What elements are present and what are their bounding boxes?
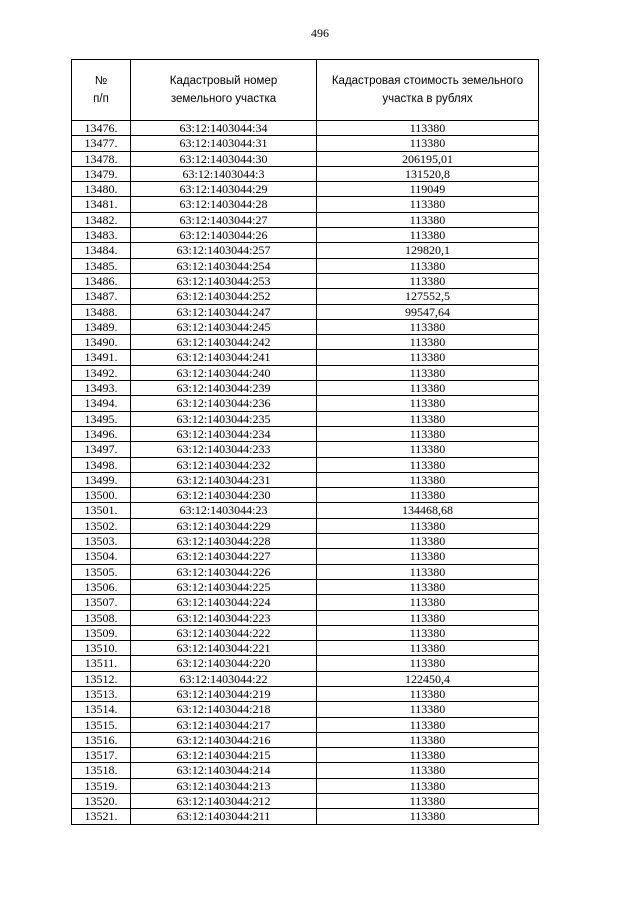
cadastral-value: 113380 bbox=[317, 809, 539, 824]
cadastral-value: 113380 bbox=[317, 579, 539, 594]
cadastral-value: 113380 bbox=[317, 518, 539, 533]
table-row bbox=[72, 503, 539, 518]
row-number: 13504. bbox=[72, 549, 131, 564]
table-row bbox=[72, 197, 539, 212]
row-number: 13478. bbox=[72, 151, 131, 166]
table-row bbox=[72, 534, 539, 549]
cadastral-value: 113380 bbox=[317, 778, 539, 793]
cadastral-value: 113380 bbox=[317, 197, 539, 212]
cadastral-value: 113380 bbox=[317, 717, 539, 732]
cadastral-number: 63:12:1403044:30 bbox=[131, 151, 317, 166]
cadastral-number: 63:12:1403044:232 bbox=[131, 457, 317, 472]
table-row bbox=[72, 411, 539, 426]
cadastral-number: 63:12:1403044:22 bbox=[131, 671, 317, 686]
table-row bbox=[72, 365, 539, 380]
cadastral-number: 63:12:1403044:229 bbox=[131, 518, 317, 533]
cadastral-number: 63:12:1403044:222 bbox=[131, 625, 317, 640]
row-number: 13511. bbox=[72, 656, 131, 671]
table-body bbox=[72, 121, 539, 825]
cadastral-value: 113380 bbox=[317, 457, 539, 472]
cadastral-value: 113380 bbox=[317, 396, 539, 411]
cadastral-value: 113380 bbox=[317, 319, 539, 334]
cadastral-number: 63:12:1403044:235 bbox=[131, 411, 317, 426]
row-number: 13499. bbox=[72, 472, 131, 487]
table-header-row bbox=[72, 60, 539, 121]
table-row bbox=[72, 182, 539, 197]
row-number: 13484. bbox=[72, 243, 131, 258]
table-row bbox=[72, 686, 539, 701]
cadastral-value: 113380 bbox=[317, 212, 539, 227]
table-row bbox=[72, 488, 539, 503]
table-row bbox=[72, 610, 539, 625]
row-number: 13498. bbox=[72, 457, 131, 472]
row-number: 13512. bbox=[72, 671, 131, 686]
header-cadastral-value: Кадастровая стоимость земельного участка в рублях bbox=[317, 60, 539, 121]
cadastral-value: 113380 bbox=[317, 273, 539, 288]
cadastral-value: 113380 bbox=[317, 748, 539, 763]
row-number: 13487. bbox=[72, 289, 131, 304]
cadastral-number: 63:12:1403044:219 bbox=[131, 686, 317, 701]
cadastral-value: 113380 bbox=[317, 426, 539, 441]
table-row bbox=[72, 381, 539, 396]
table-row bbox=[72, 289, 539, 304]
cadastral-value: 122450,4 bbox=[317, 671, 539, 686]
cadastral-value: 113380 bbox=[317, 472, 539, 487]
cadastral-number: 63:12:1403044:226 bbox=[131, 564, 317, 579]
table-row bbox=[72, 809, 539, 824]
cadastral-number: 63:12:1403044:28 bbox=[131, 197, 317, 212]
cadastral-value: 113380 bbox=[317, 534, 539, 549]
cadastral-value: 113380 bbox=[317, 732, 539, 747]
table-row bbox=[72, 564, 539, 579]
row-number: 13517. bbox=[72, 748, 131, 763]
row-number: 13502. bbox=[72, 518, 131, 533]
row-number: 13481. bbox=[72, 197, 131, 212]
table-row bbox=[72, 304, 539, 319]
table-row bbox=[72, 258, 539, 273]
table-row bbox=[72, 748, 539, 763]
table-row bbox=[72, 273, 539, 288]
cadastral-number: 63:12:1403044:223 bbox=[131, 610, 317, 625]
row-number: 13518. bbox=[72, 763, 131, 778]
table-row bbox=[72, 335, 539, 350]
row-number: 13493. bbox=[72, 381, 131, 396]
cadastral-number: 63:12:1403044:240 bbox=[131, 365, 317, 380]
table-row bbox=[72, 151, 539, 166]
table-row bbox=[72, 656, 539, 671]
row-number: 13480. bbox=[72, 182, 131, 197]
cadastral-number: 63:12:1403044:231 bbox=[131, 472, 317, 487]
table-row bbox=[72, 121, 539, 136]
cadastral-number: 63:12:1403044:214 bbox=[131, 763, 317, 778]
row-number: 13515. bbox=[72, 717, 131, 732]
row-number: 13488. bbox=[72, 304, 131, 319]
table-row bbox=[72, 732, 539, 747]
row-number: 13491. bbox=[72, 350, 131, 365]
table-row bbox=[72, 717, 539, 732]
table-row bbox=[72, 228, 539, 243]
cadastral-number: 63:12:1403044:247 bbox=[131, 304, 317, 319]
cadastral-value: 113380 bbox=[317, 625, 539, 640]
cadastral-number: 63:12:1403044:253 bbox=[131, 273, 317, 288]
table-row bbox=[72, 595, 539, 610]
row-number: 13495. bbox=[72, 411, 131, 426]
row-number: 13479. bbox=[72, 166, 131, 181]
table-row bbox=[72, 319, 539, 334]
table-row bbox=[72, 778, 539, 793]
table-row bbox=[72, 702, 539, 717]
cadastral-value: 113380 bbox=[317, 595, 539, 610]
cadastral-number: 63:12:1403044:23 bbox=[131, 503, 317, 518]
header-number: № п/п bbox=[72, 60, 131, 121]
cadastral-value: 206195,01 bbox=[317, 151, 539, 166]
cadastral-value: 113380 bbox=[317, 411, 539, 426]
cadastral-value: 131520,8 bbox=[317, 166, 539, 181]
cadastral-number: 63:12:1403044:27 bbox=[131, 212, 317, 227]
row-number: 13514. bbox=[72, 702, 131, 717]
table-row bbox=[72, 671, 539, 686]
row-number: 13509. bbox=[72, 625, 131, 640]
row-number: 13490. bbox=[72, 335, 131, 350]
cadastral-number: 63:12:1403044:224 bbox=[131, 595, 317, 610]
cadastral-value: 113380 bbox=[317, 258, 539, 273]
cadastral-table bbox=[71, 59, 539, 825]
table-row bbox=[72, 472, 539, 487]
cadastral-value: 113380 bbox=[317, 656, 539, 671]
table-row bbox=[72, 518, 539, 533]
cadastral-number: 63:12:1403044:34 bbox=[131, 121, 317, 136]
table-row bbox=[72, 426, 539, 441]
cadastral-number: 63:12:1403044:234 bbox=[131, 426, 317, 441]
cadastral-number: 63:12:1403044:245 bbox=[131, 319, 317, 334]
cadastral-number: 63:12:1403044:254 bbox=[131, 258, 317, 273]
cadastral-number: 63:12:1403044:241 bbox=[131, 350, 317, 365]
table-row bbox=[72, 579, 539, 594]
cadastral-value: 113380 bbox=[317, 549, 539, 564]
row-number: 13521. bbox=[72, 809, 131, 824]
row-number: 13508. bbox=[72, 610, 131, 625]
table-row bbox=[72, 136, 539, 151]
row-number: 13520. bbox=[72, 794, 131, 809]
cadastral-number: 63:12:1403044:230 bbox=[131, 488, 317, 503]
cadastral-value: 113380 bbox=[317, 442, 539, 457]
row-number: 13482. bbox=[72, 212, 131, 227]
table-row bbox=[72, 549, 539, 564]
cadastral-value: 119049 bbox=[317, 182, 539, 197]
row-number: 13476. bbox=[72, 121, 131, 136]
cadastral-number: 63:12:1403044:227 bbox=[131, 549, 317, 564]
table-row bbox=[72, 212, 539, 227]
table-row bbox=[72, 763, 539, 778]
table-row bbox=[72, 625, 539, 640]
row-number: 13501. bbox=[72, 503, 131, 518]
cadastral-value: 113380 bbox=[317, 763, 539, 778]
cadastral-value: 113380 bbox=[317, 350, 539, 365]
cadastral-number: 63:12:1403044:215 bbox=[131, 748, 317, 763]
table-row bbox=[72, 396, 539, 411]
table-row bbox=[72, 794, 539, 809]
cadastral-number: 63:12:1403044:211 bbox=[131, 809, 317, 824]
table-row bbox=[72, 442, 539, 457]
cadastral-value: 113380 bbox=[317, 610, 539, 625]
cadastral-number: 63:12:1403044:217 bbox=[131, 717, 317, 732]
table-row bbox=[72, 350, 539, 365]
cadastral-number: 63:12:1403044:228 bbox=[131, 534, 317, 549]
cadastral-value: 113380 bbox=[317, 335, 539, 350]
table-row bbox=[72, 457, 539, 472]
cadastral-number: 63:12:1403044:212 bbox=[131, 794, 317, 809]
cadastral-number: 63:12:1403044:3 bbox=[131, 166, 317, 181]
cadastral-number: 63:12:1403044:216 bbox=[131, 732, 317, 747]
cadastral-value: 113380 bbox=[317, 702, 539, 717]
row-number: 13516. bbox=[72, 732, 131, 747]
cadastral-value: 129820,1 bbox=[317, 243, 539, 258]
cadastral-number: 63:12:1403044:218 bbox=[131, 702, 317, 717]
row-number: 13496. bbox=[72, 426, 131, 441]
row-number: 13506. bbox=[72, 579, 131, 594]
cadastral-value: 113380 bbox=[317, 381, 539, 396]
row-number: 13489. bbox=[72, 319, 131, 334]
cadastral-number: 63:12:1403044:29 bbox=[131, 182, 317, 197]
cadastral-value: 127552,5 bbox=[317, 289, 539, 304]
cadastral-number: 63:12:1403044:239 bbox=[131, 381, 317, 396]
row-number: 13492. bbox=[72, 365, 131, 380]
cadastral-number: 63:12:1403044:213 bbox=[131, 778, 317, 793]
table-row bbox=[72, 641, 539, 656]
row-number: 13485. bbox=[72, 258, 131, 273]
cadastral-number: 63:12:1403044:220 bbox=[131, 656, 317, 671]
row-number: 13505. bbox=[72, 564, 131, 579]
row-number: 13500. bbox=[72, 488, 131, 503]
row-number: 13510. bbox=[72, 641, 131, 656]
row-number: 13486. bbox=[72, 273, 131, 288]
cadastral-number: 63:12:1403044:233 bbox=[131, 442, 317, 457]
table-row bbox=[72, 166, 539, 181]
cadastral-number: 63:12:1403044:26 bbox=[131, 228, 317, 243]
cadastral-number: 63:12:1403044:225 bbox=[131, 579, 317, 594]
cadastral-value: 113380 bbox=[317, 121, 539, 136]
row-number: 13497. bbox=[72, 442, 131, 457]
page-number: 496 bbox=[311, 26, 329, 40]
cadastral-value: 113380 bbox=[317, 488, 539, 503]
table-row bbox=[72, 243, 539, 258]
cadastral-number: 63:12:1403044:236 bbox=[131, 396, 317, 411]
header-cadastral-number: Кадастровый номер земельного участка bbox=[131, 60, 317, 121]
cadastral-value: 113380 bbox=[317, 136, 539, 151]
row-number: 13519. bbox=[72, 778, 131, 793]
cadastral-number: 63:12:1403044:252 bbox=[131, 289, 317, 304]
cadastral-value: 134468,68 bbox=[317, 503, 539, 518]
row-number: 13513. bbox=[72, 686, 131, 701]
row-number: 13477. bbox=[72, 136, 131, 151]
cadastral-number: 63:12:1403044:31 bbox=[131, 136, 317, 151]
cadastral-value: 113380 bbox=[317, 564, 539, 579]
cadastral-number: 63:12:1403044:221 bbox=[131, 641, 317, 656]
row-number: 13494. bbox=[72, 396, 131, 411]
cadastral-value: 113380 bbox=[317, 794, 539, 809]
row-number: 13507. bbox=[72, 595, 131, 610]
row-number: 13483. bbox=[72, 228, 131, 243]
cadastral-value: 113380 bbox=[317, 686, 539, 701]
cadastral-value: 99547,64 bbox=[317, 304, 539, 319]
cadastral-value: 113380 bbox=[317, 365, 539, 380]
cadastral-value: 113380 bbox=[317, 641, 539, 656]
cadastral-number: 63:12:1403044:257 bbox=[131, 243, 317, 258]
cadastral-value: 113380 bbox=[317, 228, 539, 243]
row-number: 13503. bbox=[72, 534, 131, 549]
cadastral-number: 63:12:1403044:242 bbox=[131, 335, 317, 350]
